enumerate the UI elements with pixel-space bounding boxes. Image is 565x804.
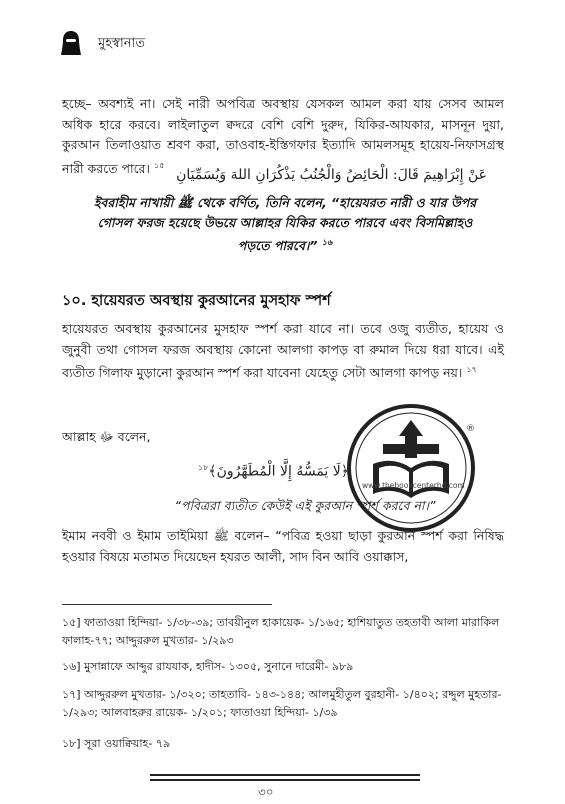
footnote-17: ১৭] আদ্দুররুল মুখতার- ১/৩২০; তাহতাবি- ১৪৩-১৪৪; আলমুহীতুল বুরহানী- ১/৪০২; রদ্দুল মুহতার- ১/২৯৩; আলবাহরুর রায়েক- ১/২০১; ফাতাওয়া হিন্দিয়া- ১/৩৯ [62,688,502,719]
watermark-url: www.thebookcenterbd.com [362,481,465,490]
footnote-ref: ১৭ [466,365,477,374]
registered-mark: ® [466,424,475,434]
paragraph-2: হায়েযরত অবস্থায় কুরআনের মুসহাফ স্পর্শ করা যাবে না। তবে ওজু ব্যতীত, হায়েয ও জুনুবী তথা গোসল ফরজ অবস্থায় কোনো আলগা কাপড় বা রুমাল দিয়ে ধরা যাবে। এই ব্যতীত গিলাফ মুড়ানো কুরআন স্পর্শ করা যাবেনা যেহেতু সেটা আলগা কাপড় নয়। $^{১৭}$ [62,321,504,381]
quran-verse: ﴿لَا يَمَسُّهُ إِلَّا الْمُطَهَّرُونَ﴾$^{১৮}$ [198,463,349,480]
footnote-divider [62,604,272,605]
footnote-ref: ১৫ [153,160,165,170]
bookcenter-watermark-logo [345,402,477,534]
footnote-15: ১৫] ফাতাওয়া হিন্দিয়া- ১/৩৮-৩৯; তাবয়ীনুল হাকায়েক- ১/১৬৫; হাশিয়াতুত তহতাবী আলা মারাকিল ফালাহ-৭৭; আদ্দুররুল মুখতার- ১/২৯৩ [62,616,500,647]
allah-says: আল্লাহ ﷻ বলেন, [62,429,151,444]
footnote-18: ১৮] সূরা ওয়াক্বিয়াহ- ৭৯ [62,737,171,750]
arabic-hadith: عَنْ إِبْرَاهِيمَ قَالَ: الْحَائِضُ وَالْجُنُبُ يَذْكُرَانِ اللهَ وَيُسَمِّيَانِ [176,167,487,183]
hadith-translation: ইবরাহীম নাখায়ী ﷺ থেকে বর্ণিত, তিনি বলেন, “হায়েযরত নারী ও যার উপর গোসল ফরজ হয়েছে উভয়ে আল্লাহর যিকির করতে পারবে এবং বিসমিল্লাহও পড়তে পারবে।” $^{১৬}$ [93,195,477,254]
paragraph-3: ইমাম নববী ও ইমাম তাইমিয়া ﷺ বলেন– “পবিত্র হওয়া ছাড়া কুরআন স্পর্শ করা নিষিদ্ধ হওয়ার বিষয়ে মতামত দিয়েছেন হযরত আলী, সাদ বিন আবি ওয়াক্কাস, [62,528,504,564]
footer-rule-bottom [150,779,420,781]
section-heading: ১০. হায়েযরত অবস্থায় কুরআনের মুসহাফ স্পর্শ [62,293,331,309]
veiled-woman-icon [60,30,82,56]
verse-translation: “পবিত্ররা ব্যতীত কেউই এই কুরআন স্পর্শ করবে না।” [174,498,436,513]
footnote-16: ১৬] মুসান্নাফে আব্দুর রাযযাক, হাদীস- ১৩০৫, সুনানে দারেমী- ৯৮৯ [62,660,354,673]
footer-rule-top [150,774,420,776]
paragraph-1: হচ্ছে– অবশ্যই না। সেই নারী অপবিত্র অবস্থায় যেসকল আমল করা যায় সেসব আমল অধিক হারে করবে। লাইলাতুল ক্বদরে বেশি বেশি দুরুদ, যিকির-আযকার, মাসনূন দুয়া, কুরআন তিলাওয়াত শ্রবণ করা, তাওবাহ-ইস্তিগফার ইত্যাদি আমলসমূহ হায়েয-নিফাসগ্রস্থ নারী করতে পারে। $^{১৫}$ [62,96,504,176]
page-number: ৩০ [258,785,274,799]
running-header: মুহস্বানাত [98,36,146,51]
